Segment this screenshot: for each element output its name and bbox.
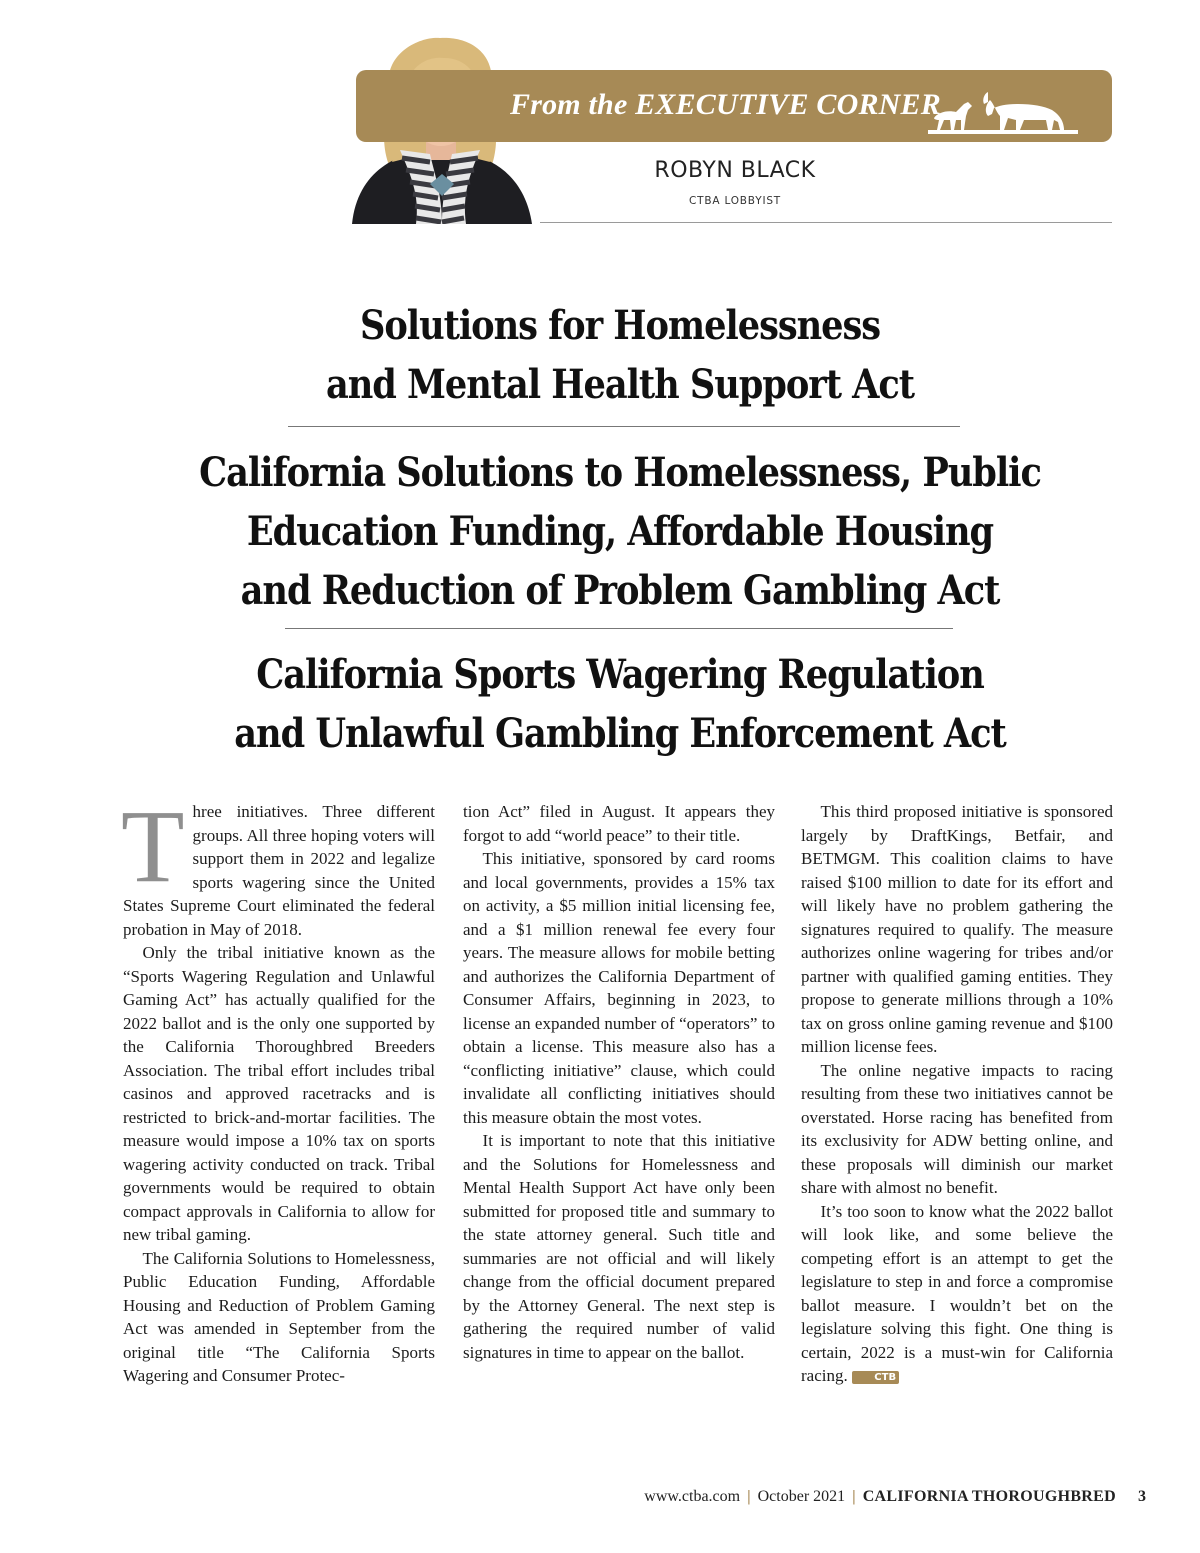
article-paragraph: This initiative, sponsored by card rooms and local governments, provides a 15% tax on activity, a $5 million initial licensing fee, and a $1 million renewal fee every four years. The measure allows for mobile betting and authorizes the California Department of Consumer Affairs, beginning in 2023, to license an expanded number of “operators” to obtain a license. This measure also has a “conflicting initiative” clause, which could invalidate all conflicting initiatives should this measure obtain the most votes. <box>463 849 775 1127</box>
footer-issue: October 2021 <box>757 1488 846 1505</box>
article-paragraph: The online negative impacts to racing resulting from these two initiatives cannot be overstated. Horse racing has benefited from its exclusivity for ADW betting online, and these proposals will diminish our market share with almost no benefit. <box>801 1060 1113 1197</box>
title-homelessness-act <box>162 296 1077 414</box>
footer-magazine: CALIFORNIA THOROUGHBRED <box>862 1488 1116 1505</box>
title-line: and Unlawful Gambling Enforcement Act <box>234 710 1006 757</box>
title-california-solutions-act <box>162 443 1077 620</box>
article-paragraph: This third proposed initiative is sponsored largely by DraftKings, Betfair, and BETMGM. This coalition claims to have raised $100 million to date for its effort and will likely have no problem gathering the signatures required to qualify. The measure authorizes online wagering for tribes and/or partner with qualified gaming entities. They propose to generate millions through a 10% tax on gross online gaming revenue and $100 million license fees. <box>801 802 1113 1056</box>
title-divider <box>288 426 960 427</box>
title-sports-wagering-act <box>162 645 1077 763</box>
title-line: California Solutions to Homelessness, Public <box>199 449 1041 496</box>
banner-title: From the EXECUTIVE CORNER <box>510 88 941 121</box>
article-column-1 <box>121 789 435 1388</box>
horses-icon <box>928 86 1078 138</box>
header-divider <box>540 222 1112 223</box>
article-paragraph: Three initiatives. Three different groups. All three hoping voters will support them in 2022 and legalize sports wagering since the United States Supreme Court eliminated the federal probation in May of 2018. <box>121 789 435 939</box>
author-role: CTBA LOBBYIST <box>688 195 782 207</box>
article-paragraph: Only the tribal initiative known as the “Sports Wagering Regulation and Unlawful Gaming Act” has actually qualified for the 2022 ballot and is the only one supported by the California Thoroughbred Breeders Association. The tribal effort includes tribal casinos and approved racetracks and is restricted to brick-and-mortar facilities. The measure would impose a 10% tax on sports wagering activity conducted on track. Tribal governments would be required to obtain compact approvals in California to allow for new tribal gaming. <box>123 943 435 1244</box>
footer-website: www.ctba.com <box>644 1488 741 1505</box>
footer-separator: | <box>852 1488 856 1505</box>
title-line: California Sports Wagering Regulation <box>256 651 984 698</box>
article-paragraph: tion Act” filed in August. It appears they forgot to add “world peace” to their title. <box>463 802 775 845</box>
article-paragraph: It’s too soon to know what the 2022 ballot will look like, and some believe the competing effort is an attempt to get the legislature to step in and force a compromise ballot measure. I wouldn’t bet on the legislature solving this fight. One thing is certain, 2022 is a must-win for California racing. CTB <box>801 1201 1113 1385</box>
article-column-2 <box>463 800 775 1364</box>
title-line: Solutions for Homelessness <box>359 302 880 349</box>
end-mark-logo: CTB <box>852 1371 899 1384</box>
drop-cap: T <box>121 789 185 904</box>
title-line: and Mental Health Support Act <box>325 361 915 408</box>
footer-separator: | <box>747 1488 751 1505</box>
page-footer <box>644 1488 1146 1506</box>
title-line: Education Funding, Affordable Housing <box>246 508 994 555</box>
article-paragraph: The California Solutions to Homelessness, Public Education Funding, Affordable Housing and Reduction of Problem Gaming Act was amended in September from the original title “The California Sports Wagering and Consumer Protec- <box>123 1248 435 1385</box>
author-name: ROBYN BLACK <box>654 158 816 183</box>
executive-corner-banner <box>356 70 1112 142</box>
page-number: 3 <box>1138 1488 1146 1505</box>
article-paragraph: It is important to note that this initiative and the Solutions for Homelessness and Mental Health Support Act have only been submitted for proposed title and summary to the state attorney general. Such title and summaries are not official and will likely change from the official document prepared by the Attorney General. The next step is gathering the required number of valid signatures in time to appear on the ballot. <box>463 1131 775 1362</box>
title-line: and Reduction of Problem Gambling Act <box>240 567 1000 614</box>
article-column-3 <box>801 800 1113 1388</box>
title-divider <box>285 628 953 629</box>
